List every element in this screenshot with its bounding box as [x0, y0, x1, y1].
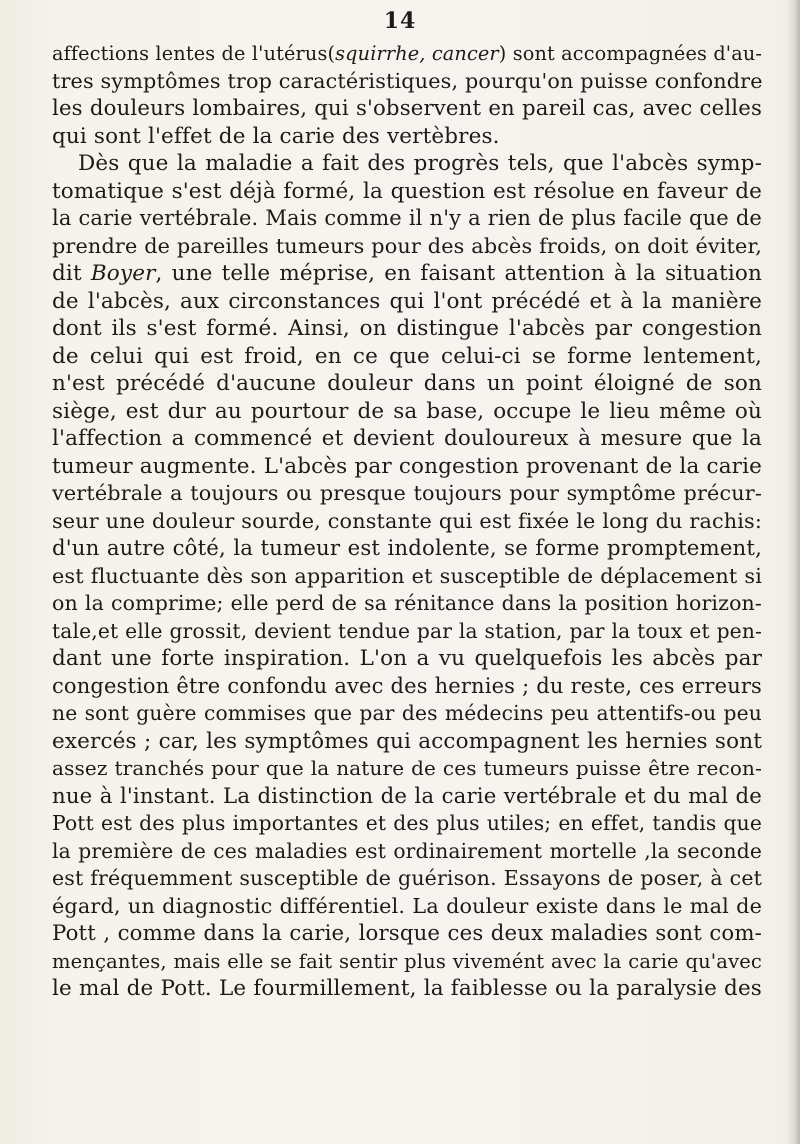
text-line: est fluctuante dès son apparition et susceptible de déplacement si — [52, 563, 762, 588]
text-line: Pott est des plus importantes et des plus utiles; en effet, tandis que — [52, 811, 762, 835]
text-line: égard, un diagnostic différentiel. La douleur existe dans le mal de — [52, 893, 762, 918]
text-line: seur une douleur sourde, constante qui est fixée le long du rachis: — [52, 508, 762, 533]
text-line: tres symptômes trop caractéristiques, pourqu'on puisse confondre — [52, 68, 763, 93]
text-line: est fréquemment susceptible de guérison. Essayons de poser, à cet — [52, 866, 762, 890]
text-line: d'un autre côté, la tumeur est indolente, se forme promptement, — [52, 536, 762, 561]
text-line: tumeur augmente. L'abcès par congestion provenant de la carie — [52, 453, 762, 479]
page-number: 14 — [383, 8, 417, 34]
text-line: affections lentes de l'utérus(squirrhe, cancer) sont accompagnées d'au- — [52, 42, 763, 65]
text-line: tale,et elle grossit, devient tendue par la station, par la toux et pen- — [52, 618, 762, 643]
page-edge-shadow — [786, 0, 800, 1144]
text-line: mençantes, mais elle se fait sentir plus vivemént avec la carie qu'avec — [52, 949, 762, 973]
body-text — [52, 40, 762, 1003]
text-line: de celui qui est froid, en ce que celui-ci se forme lentement, — [52, 343, 762, 369]
text-line: ne sont guère commises que par des médecins peu attentifs-ou peu — [52, 701, 762, 725]
text-line: les douleurs lombaires, qui s'observent en pareil cas, avec celles — [52, 96, 762, 121]
text-line: siège, est dur au pourtour de sa base, occupe le lieu même où — [52, 398, 762, 424]
text-line: qui sont l'effet de la carie des vertèbres. — [52, 123, 500, 149]
text-line: assez tranchés pour que la nature de ces tumeurs puisse être recon- — [52, 756, 762, 780]
text-line: de l'abcès, aux circonstances qui l'ont précédé et à la manière — [52, 288, 762, 314]
text-line: vertébrale a toujours ou presque toujours pour symptôme précur- — [52, 481, 762, 505]
text-line: prendre de pareilles tumeurs pour des abcès froids, on doit éviter, — [52, 233, 762, 258]
text-line: congestion être confondu avec des hernies ; du reste, ces erreurs — [52, 673, 762, 698]
text-line: l'affection a commencé et devient douloureux à mesure que la — [52, 426, 762, 451]
text-line: on la comprime; elle perd de sa rénitance dans la position horizon- — [52, 591, 762, 615]
text-line: le mal de Pott. Le fourmillement, la faiblesse ou la paralysie des — [52, 976, 762, 1001]
text-line: dit Boyer, une telle méprise, en faisant attention à la situation — [52, 261, 762, 286]
text-line: Dès que la maladie a fait des progrès tels, que l'abcès symp- — [78, 151, 762, 176]
text-line: la première de ces maladies est ordinairement mortelle ,la seconde — [52, 838, 762, 863]
text-line: nue à l'instant. La distinction de la carie vertébrale et du mal de — [52, 783, 762, 809]
text-line: Pott , comme dans la carie, lorsque ces deux maladies sont com- — [52, 921, 762, 946]
text-line: dont ils s'est formé. Ainsi, on distingue l'abcès par congestion — [52, 316, 762, 341]
text-line: exercés ; car, les symptômes qui accompagnent les hernies sont — [52, 728, 762, 754]
text-line: la carie vertébrale. Mais comme il n'y a rien de plus facile que de — [52, 206, 762, 230]
text-line: dant une forte inspiration. L'on a vu quelquefois les abcès par — [52, 646, 762, 671]
text-line: tomatique s'est déjà formé, la question est résolue en faveur de — [52, 178, 762, 204]
text-line: n'est précédé d'aucune douleur dans un point éloigné de son — [52, 371, 762, 396]
